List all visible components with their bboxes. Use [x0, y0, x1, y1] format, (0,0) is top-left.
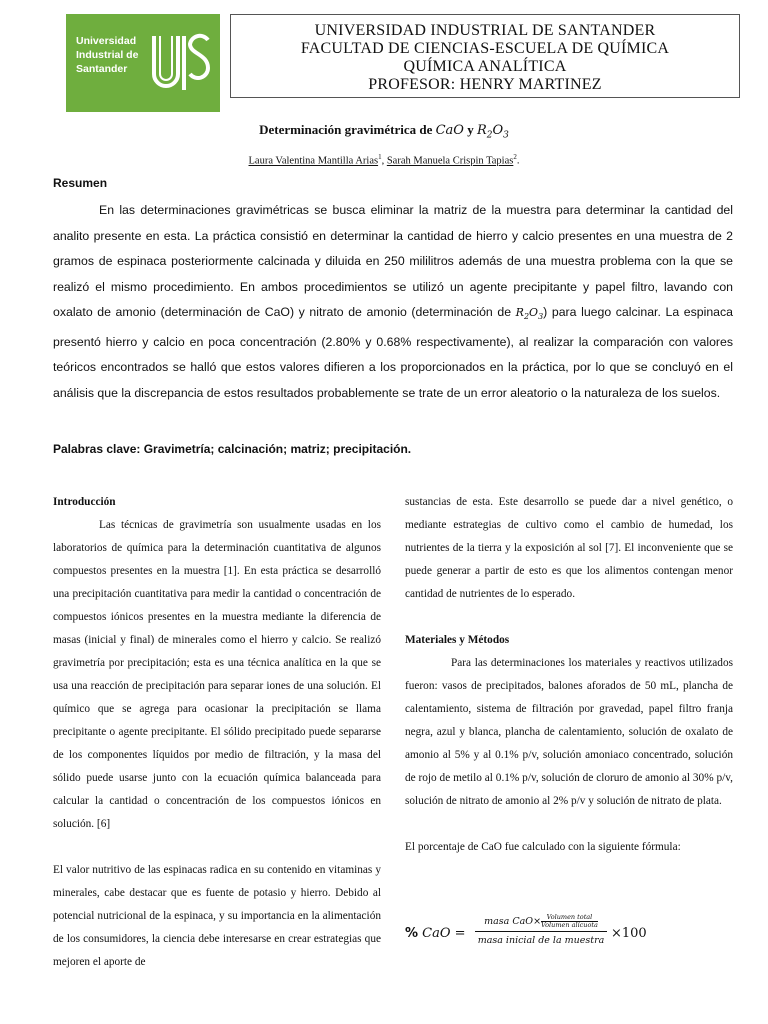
abstract-part-2: ) para luego calcinar. La espinaca presentó hierro y calcio en poca concentración (2.80% y 0.68% respectivamente), al realizar la comparación con valores teóricos encontrados se halló que estos valores difieren a los proporcionados en la práctica, por lo que se concluyó en el análisis que la discrepancia de estos resultados probablemente se trate de un error aleatorio o la naturaleza de los suelos.	[53, 305, 733, 400]
methods-heading: Materiales y Métodos	[405, 634, 510, 646]
title-formula-r2o3	[476, 123, 509, 141]
author-1-affil: 1	[378, 153, 382, 161]
formula-percent: %	[405, 926, 419, 941]
logo-line-1: Universidad	[76, 35, 137, 47]
formula-lhs	[405, 926, 466, 941]
authors-end: .	[516, 155, 520, 167]
intro-paragraph-1-text: Las técnicas de gravimetría son usualmente usadas en los laboratorios de química para la determinación cuantitativa de algunos compuestos presentes en la muestra [1]. En esta práctica se desarrolló una precipitación cuantitativa para medir la cantidad o concentración de compuestos iónicos presentes en la muestra mediante la diferencia de masas (inicial y final) de minerales como el hierro y calcio. Se realizó gravimetría por precipitación; esta es una técnica analítica en la que se usa una reacción de precipitación para separar iones de una solución. El químico que se agrega para ocasionar la precipitación se llama precipitante o agente precipitante. El sólido precipitado puede separarse de los componentes líquidos por medio de filtración, y la masa del sólido puede usarse junto con la ecuación química balanceada para calcular la cantidad o concentración de los compuestos iónicos en solución. [6]	[53, 519, 381, 830]
abstract-heading: Resumen	[53, 176, 108, 190]
abstract-formula-o: O	[529, 306, 539, 319]
logo-line-3: Santander	[76, 63, 128, 75]
formula-denominator: masa inicial de la muestra	[477, 935, 605, 946]
university-logo	[66, 14, 220, 112]
title-formula-sub1: 2	[486, 130, 493, 141]
abstract-formula	[515, 306, 544, 322]
title-formula-sub2: 3	[503, 130, 509, 141]
author-1: Laura Valentina Mantilla Arias	[248, 155, 379, 167]
formula-intro: El porcentaje de CaO fue calculado con la siguiente fórmula:	[405, 841, 681, 853]
formula-volume-aliquot: Volumen alícuota	[541, 921, 598, 929]
logo-wordmark	[76, 34, 146, 76]
methods-paragraph	[405, 652, 733, 813]
abstract-formula-r: R	[515, 306, 524, 319]
formula-volume-ratio	[541, 914, 598, 929]
title-formula-o: O	[492, 123, 504, 138]
formula-times-100: ×100	[611, 926, 647, 941]
author-2: Sarah Manuela Crispin Tapias	[386, 155, 514, 167]
formula-numerator	[475, 914, 607, 932]
formula-num-prefix: masa CaO×	[484, 916, 542, 927]
left-column	[53, 491, 381, 974]
title-text: Determinación gravimétrica de	[259, 122, 433, 137]
abstract-formula-sub1: 2	[523, 312, 530, 322]
logo-line-2: Industrial de	[76, 49, 139, 61]
header-university: UNIVERSIDAD INDUSTRIAL DE SANTANDER	[314, 22, 656, 39]
methods-paragraph-text: Para las determinaciones los materiales y reactivos utilizados fueron: vasos de precipitados, balones aforados de 50 mL, plancha de calentamiento, sistema de filtración por gravedad, papel filtro franja negra, azul y blanca, plancha de calentamiento, solución de oxalato de amonio al 5% y al 0.1% p/v, solución amoniaco concentrado, solución de rojo de metilo al 0.1% p/v, solución de cloruro de amonio al 30% p/v, solución de nitrato de amonio al 2% p/v y solución de nitrato de plata.	[405, 657, 733, 807]
title-conj: y	[467, 122, 474, 137]
header-professor: PROFESOR: HENRY MARTINEZ	[368, 76, 602, 93]
intro-paragraph-1	[53, 514, 381, 836]
introduction-heading: Introducción	[53, 496, 116, 508]
intro-continuation: sustancias de esta. Este desarrollo se puede dar a nivel genético, o mediante estrategias de cultivo como el cambio de humedad, los nutrientes de la tierra y la exposición al sol [7]. El inconveniente que se puede generar a partir de esto es que los alimentos contengan menor cantidad de nutrientes de lo esperado.	[405, 496, 733, 600]
keywords: Palabras clave: Gravimetría; calcinación; matriz; precipitación.	[53, 442, 412, 456]
right-column	[405, 491, 733, 859]
paper-title	[0, 122, 768, 141]
abstract-formula-sub2: 3	[538, 312, 544, 322]
author-2-affil: 2	[513, 153, 517, 161]
intro-paragraph-2: El valor nutritivo de las espinacas radica en su contenido en vitaminas y minerales, cabe destacar que es fuente de potasio y hierro. Debido al potencial nutricional de la espinaca, y su importancia en la alimentación de los consumidores, la ciencia debe interesarse en crear estrategias que mejoren el aporte de	[53, 864, 381, 968]
cao-formula	[405, 912, 735, 962]
header-course: QUÍMICA ANALÍTICA	[403, 58, 567, 75]
institution-header	[230, 14, 740, 98]
uis-emblem-icon	[148, 28, 212, 98]
formula-volume-total: Volumen total	[541, 914, 598, 922]
formula-variable: CaO	[422, 926, 451, 941]
abstract-body	[53, 198, 733, 406]
authors-sep: ,	[381, 155, 387, 167]
formula-fraction	[475, 914, 607, 948]
abstract-part-1: En las determinaciones gravimétricas se busca eliminar la matriz de la muestra para determinar la cantidad del analito presente en esta. La práctica consistió en determinar la cantidad de hierro y calcio presentes en una muestra de 2 gramos de espinaca posteriormente calcinada y diluida en 250 mililitros además de una muestra problema con la que se realizó el mismo procedimiento. En ambos procedimientos se utilizó un agente precipitante y papel filtro, lavando con oxalato de amonio (determinación de CaO) y nitrato de amonio (determinación de	[53, 203, 733, 319]
title-formula-cao: CaO	[435, 123, 464, 138]
formula-equals: =	[454, 926, 466, 941]
header-faculty: FACULTAD DE CIENCIAS-ESCUELA DE QUÍMICA	[300, 40, 670, 57]
authors-line	[0, 153, 768, 167]
title-formula-r: R	[476, 123, 487, 138]
